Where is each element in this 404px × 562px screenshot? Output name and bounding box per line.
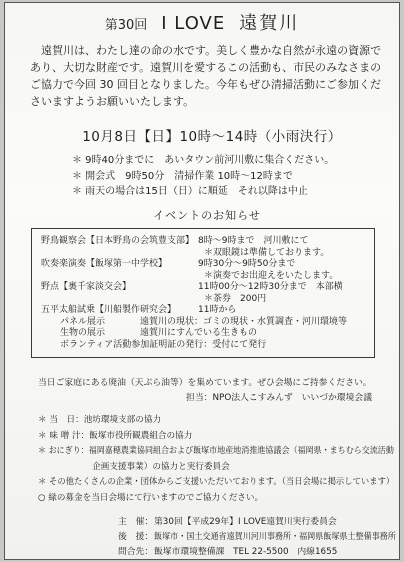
event-row [32,259,374,271]
support-item-continued: 企画支援事業）の協力と実行委員会 [92,461,230,472]
exhibit-label: パネル展示 [60,316,106,327]
events-box [31,228,375,358]
event-row [32,236,374,248]
support-item: ＊ 当 日：池坊環境支部の協力 [38,415,162,425]
footer-value: 飯塚市環境整備課 TEL 22-5500 内線1655 [154,547,338,557]
schedule-note: ＊ 雨天の場合は15日（日）に順延 それ以降は中止 [72,186,308,197]
exhibit-text: 遠賀川の現状：ゴミの現状・水質調査・河川環境等 [140,316,348,327]
support-item: ＊ おにぎり：福岡嘉穂農業協同組合および飯塚市地産地消推進協議会（福岡県・まちむら交流活動 [38,446,394,456]
flyer-page [4,2,400,560]
event-note-row [32,248,374,260]
waste-oil-notice: 当日ご家庭にある廃油（天ぷら油等）を集めています。ぜひ会場にご持参ください。 [38,378,372,388]
title-i-love: I LOVE [161,13,226,34]
support-list [38,413,394,506]
exhibit-label: 生物の展示 [60,328,106,338]
schedule-note: ＊ 9時40分までに あいタウン前河川敷に集合ください。 [72,155,335,166]
intro-line: あり、大切な財産です。遠賀川を愛するこの活動も、市民のみなさまの [30,61,382,74]
event-time: 11時から [198,305,237,315]
intro-line: ご協力で今回 30 回目となりました。今年もぜひ清掃活動にご参加くだ [30,78,381,91]
title-river-name: 遠賀川 [239,13,300,34]
events-heading: イベントのお知らせ [153,209,261,222]
event-date: 10月8日【日】10時～14時（小雨決行） [82,129,342,145]
schedule-notes [72,153,392,200]
intro-line: さいますようお願いいたします。 [30,95,195,108]
waste-oil-contact: 担当：NPO法人こすみんず いいづか環境会議 [186,393,372,403]
event-time: 11時00分～12時30分まで 本部横 [198,282,343,292]
event-name: 吹奏楽演奏【飯塚第一中学校】 [41,259,168,269]
title-edition: 第30回 [104,18,148,33]
footer-value: 飯塚市・国土交通省遠賀川河川事務所・福岡県飯塚県土整備事務所 [154,532,396,542]
donation-notice: ○ 緑の募金を当日会場にて行いますのでご協力ください。 [38,492,264,503]
organizer-footer [118,515,396,560]
support-item: ＊ 味 噌 汁：飯塚市役所観農組合の協力 [38,430,193,441]
footer-label: 主 催： [118,517,154,527]
certificate-row [32,340,374,352]
flyer-title [5,12,399,38]
event-name: 野点【裏千家淡交会】 [41,282,132,292]
event-row [32,305,374,317]
exhibit-row [32,317,374,329]
footer-row-contact [118,545,396,560]
event-row [32,282,374,294]
volunteer-certificate: ボランティア活動参加証明証の発行：受付にて発行 [60,339,267,350]
footer-label: 問合先： [118,547,154,557]
event-note: ＊演奏でお出迎えをいたします。 [204,270,339,281]
event-note-row [32,271,374,283]
support-item: ＊ その他たくさんの企業・団体からご支援いただいております。（当日会場に掲示しています） [38,477,395,487]
footer-row-sponsors [118,530,396,545]
event-name: 五平太船試乗【川船製作研究会】 [41,305,177,315]
event-time: 8時～9時まで 河川敷にて [198,236,309,246]
event-note-row [32,294,374,306]
footer-label: 後 援： [118,532,154,542]
event-name: 野鳥観察会【日本野鳥の会筑豊支部】 [41,236,195,246]
footer-value: 第30回【平成29年】I LOVE遠賀川実行委員会 [154,517,337,527]
event-time: 9時30分～9時50分まで [198,259,296,269]
exhibit-text: 遠賀川にすんでいる生きもの [140,328,258,338]
schedule-note: ＊ 開会式 9時50分 清掃作業 10時～12時まで [72,170,293,182]
event-note: ＊双眼鏡は準備しております。 [204,247,330,258]
intro-paragraph [30,42,386,110]
footer-row-organizer [118,515,396,530]
exhibit-row [32,328,374,340]
event-note: ＊茶券 200円 [204,293,267,304]
intro-line: 遠賀川は、わたし達の命の水です。美しく豊かな自然が永遠の資源で [41,44,382,57]
